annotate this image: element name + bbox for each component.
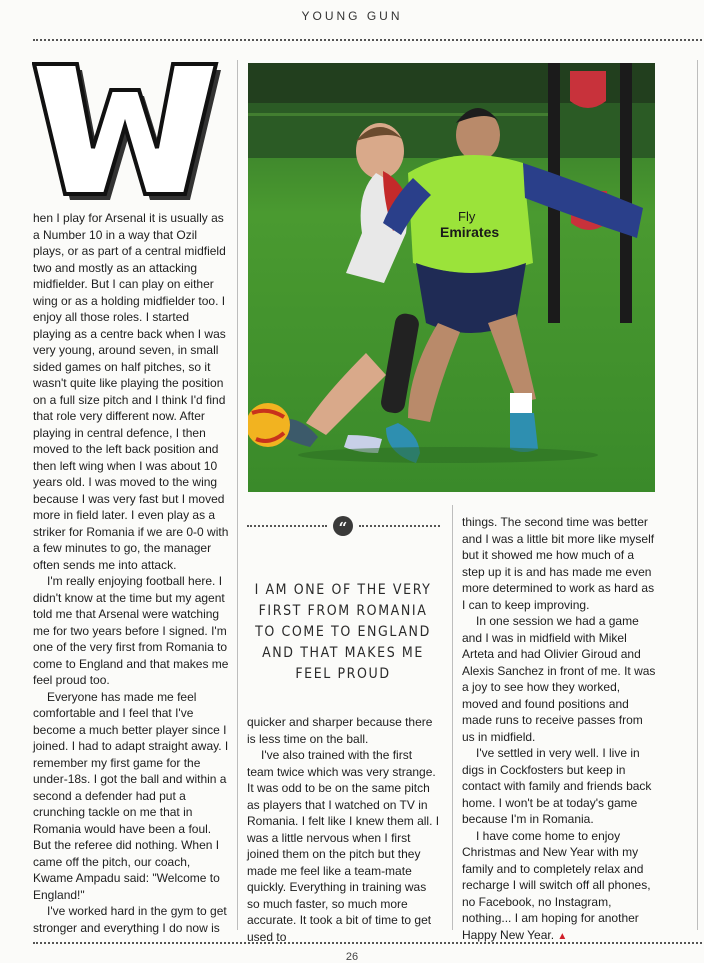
drop-cap-letter: W	[32, 60, 33, 61]
column-rule-2	[452, 505, 453, 930]
top-dotted-rule	[33, 39, 702, 41]
col1-paragraph-2: I'm really enjoying football here. I didn't know at the time but my agent told me that Arsenal were watching me for two years before I signed. I'm one of the very first from Romania to come to England and that makes me feel proud too.	[33, 574, 229, 687]
column-rule-1	[237, 60, 238, 930]
page-number: 26	[345, 951, 359, 963]
article-column-2	[247, 714, 440, 945]
col3-paragraph-2: In one session we had a game and I was in midfield with Mikel Arteta and had Olivier Giroud and Alexis Sanchez in front of me. It was a joy to see how they worked, moved and found positions and made runs to receive passes from us in midfield.	[462, 614, 656, 744]
col3-paragraph-3: I've settled in very well. I live in digs in Cockfosters but keep in contact with family and friends back home. I won't be at today's game because I'm in Romania.	[462, 746, 652, 826]
col2-paragraph-2: I've also trained with the first team twice which was very strange. It was odd to be on the same pitch as players that I watched on TV in Romania. I felt like I knew them all. I was a little nervous when I first joined them on the pitch but they made me feel like a team-mate quickly. Everything in training was so much faster, so much more accurate. It took a bit of time to get used to	[247, 748, 440, 944]
col2-paragraph-1: quicker and sharper because there is less time on the ball.	[247, 715, 433, 746]
bib-text-fly: Fly	[458, 209, 476, 224]
col1-paragraph-4: I've worked hard in the gym to get stronger and everything I do now is	[33, 904, 227, 935]
drop-cap	[32, 60, 228, 205]
article-column-3	[462, 514, 656, 945]
end-mark-icon: ▲	[557, 930, 568, 942]
bottom-dotted-rule	[33, 942, 702, 944]
col1-paragraph-1: hen I play for Arsenal it is usually as a Number 10 in a way that Ozil plays, or as part of a central midfield two and mostly as an attacking midfielder. But I can play on either wing or as a holding midfielder too. I enjoy all those roles. I started playing as a centre back when I was very young, around seven, in small sided games on half pitches, so it wasn't quite like playing the position on a full size pitch and I think I'd find that role very different now. After playing in central defence, I then moved to the left back position and then left wing when I was about 10 years old. I was moved to the wing because I was very fast but I moved more in field later. I even play as a striker for Romania if we are 0-0 with a few minutes to go, the manager often sends me into attack.	[33, 211, 229, 572]
col3-paragraph-4	[462, 828, 656, 946]
column-rule-3	[697, 60, 698, 930]
pullquote-divider	[247, 516, 440, 536]
training-photo	[248, 63, 655, 492]
section-header: YOUNG GUN	[301, 9, 403, 23]
bib-text-emirates: Emirates	[440, 224, 500, 240]
quote-mark-icon: “	[333, 516, 353, 536]
article-column-1	[33, 210, 229, 936]
col1-paragraph-3: Everyone has made me feel comfortable and I feel that I've become a much better player since I joined. I had to adapt straight away. I remember my first game for the under-18s. I got the ball and within a second a defender had put a crunching tackle on me that in Romania would have been a foul. But the referee did nothing. When I came off the pitch, our coach, Kwame Ampadu said: "Welcome to England!"	[33, 689, 229, 902]
col3-paragraph-1: things. The second time was better and I was a little bit more like myself but it showed me how much of a step up it is and has made me even more determined to work as hard as I can to keep improving.	[462, 515, 655, 612]
col3-paragraph-4-text: I have come home to enjoy Christmas and New Year with my family and to completely relax and recharge I will switch off all phones, no Facebook, no Instagram, nothing... I am hoping for another Happy New Year.	[462, 828, 651, 942]
pull-quote: I AM ONE OF THE VERY FIRST FROM ROMANIA TO COME TO ENGLAND AND THAT MAKES ME FEEL PROUD	[254, 582, 432, 682]
